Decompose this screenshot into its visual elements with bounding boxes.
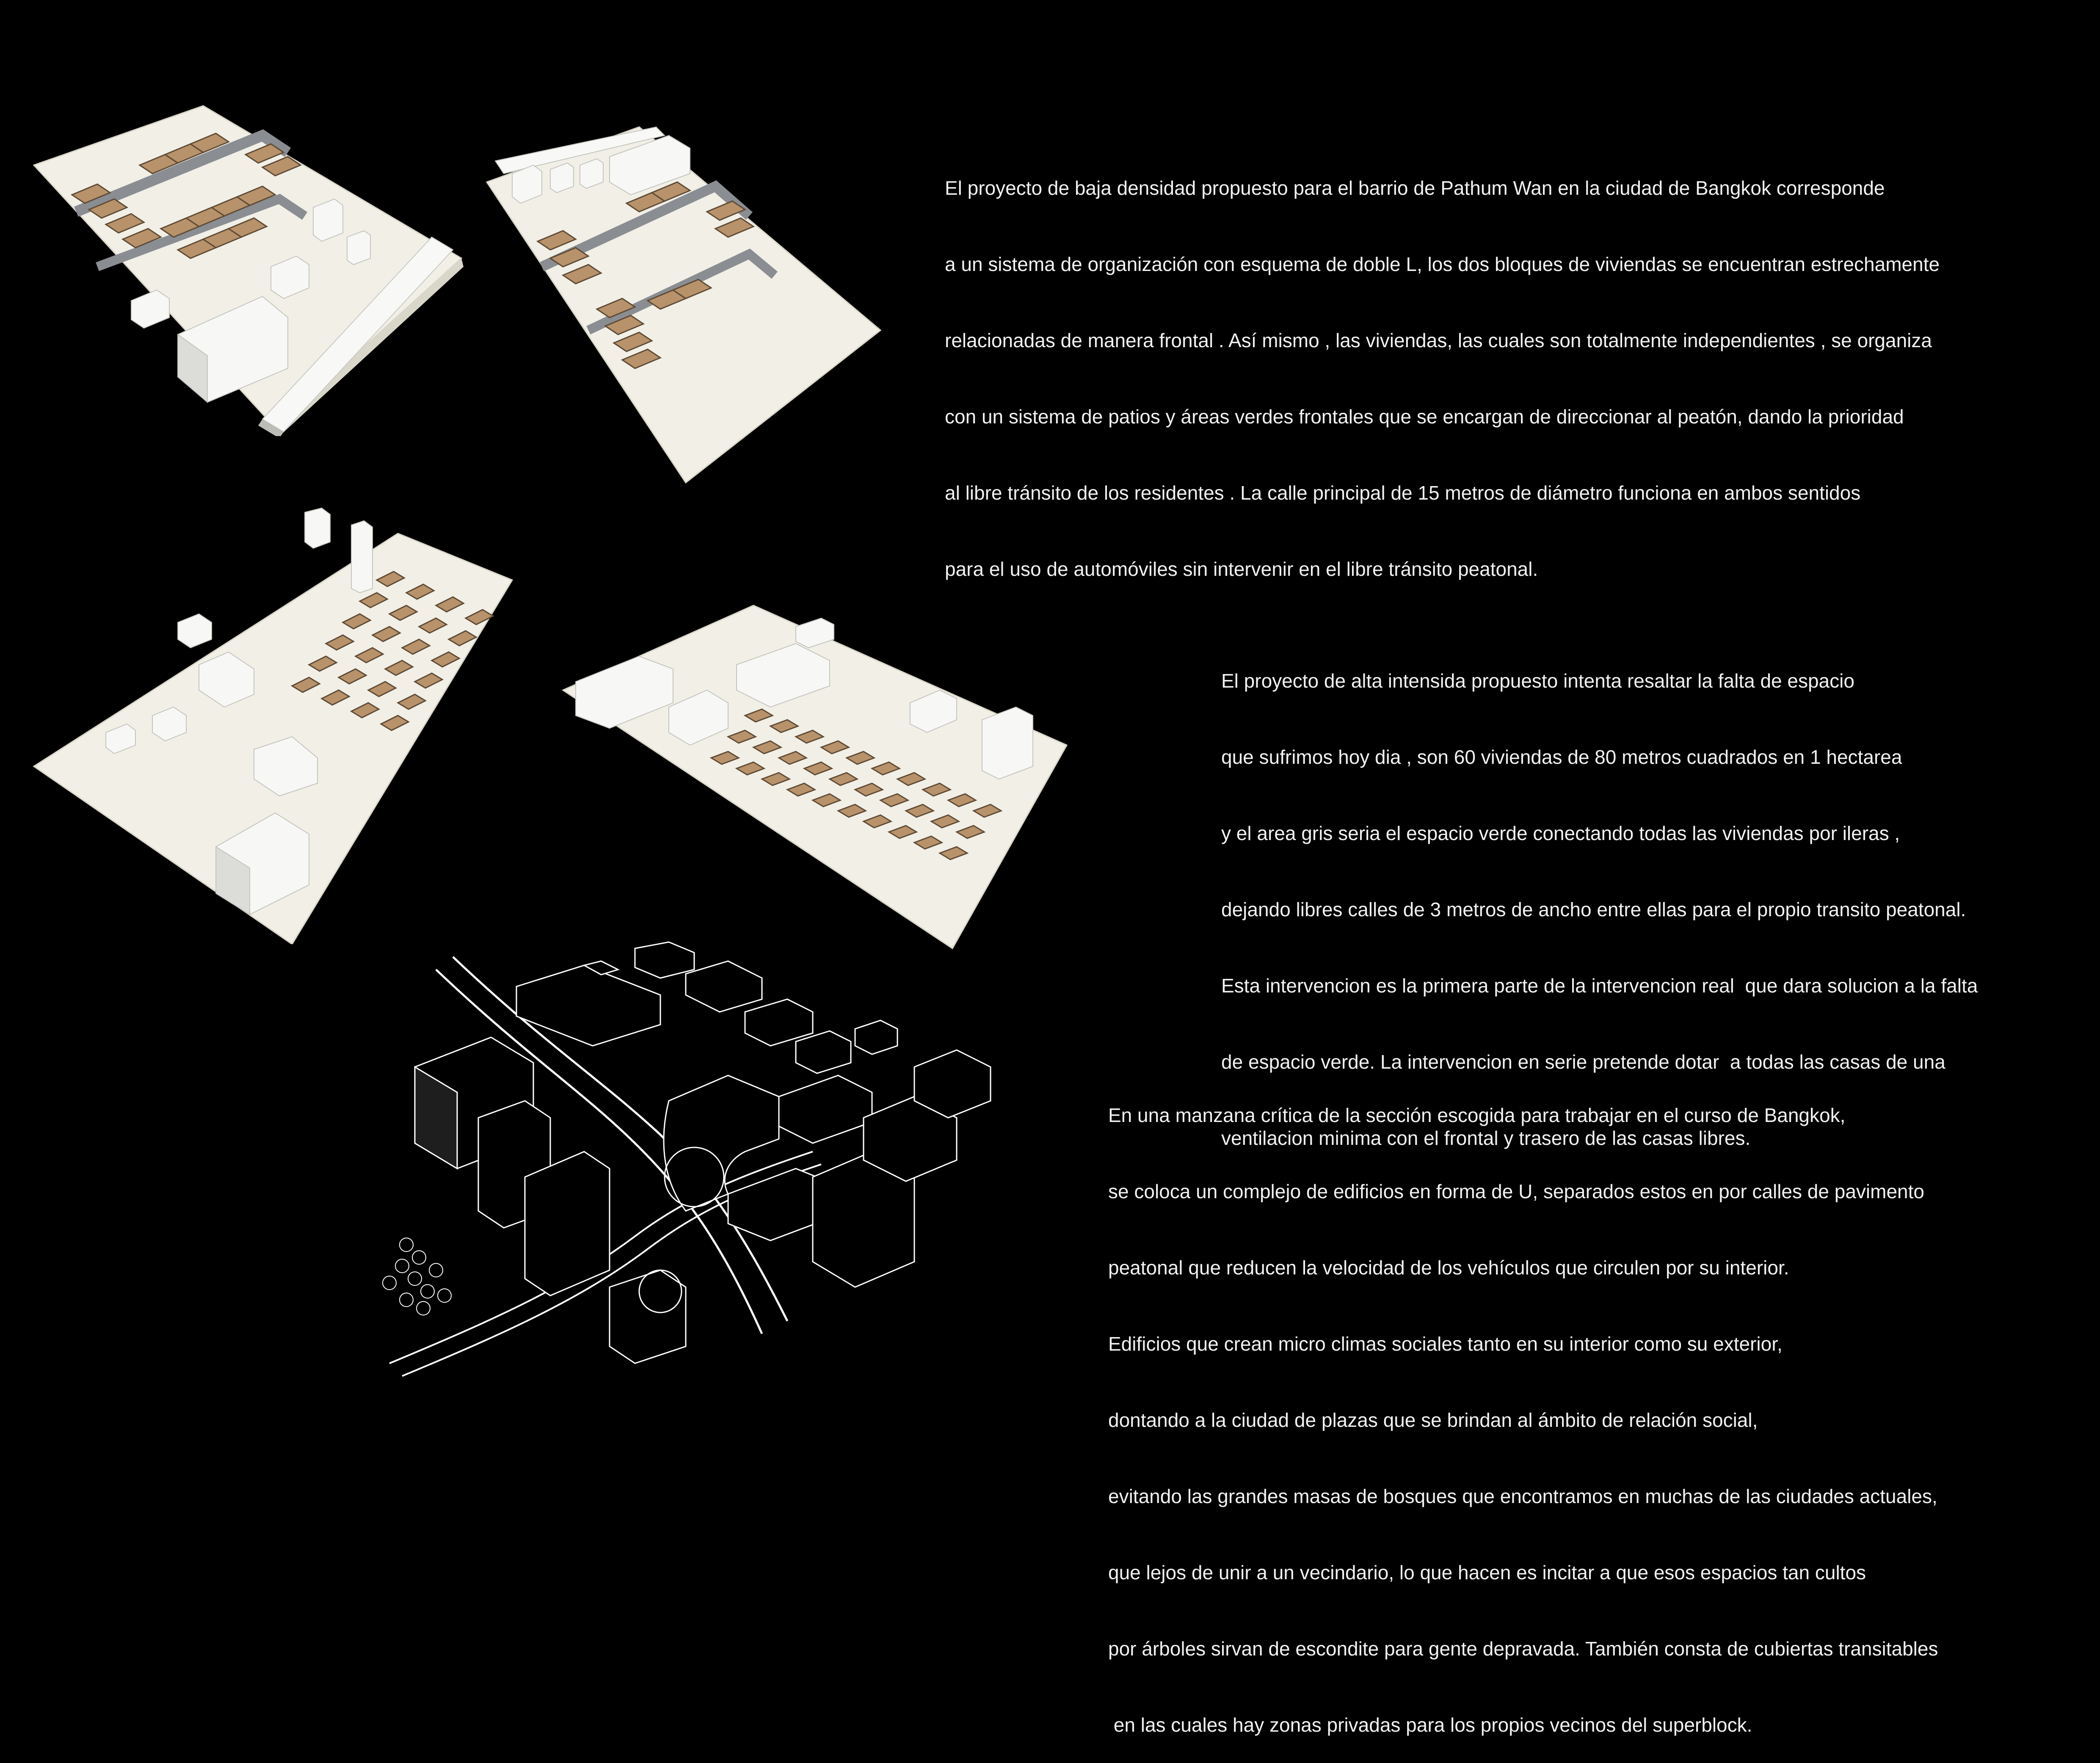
model-low-density-a-graphic — [25, 97, 474, 436]
model-photo-high-density-a — [30, 487, 521, 944]
text-line: por árboles sirvan de escondite para gente depravada. También consta de cubiertas transitables — [1108, 1638, 1938, 1660]
model-high-density-b-graphic — [559, 580, 1075, 953]
text-line: El proyecto de baja densidad propuesto para el barrio de Pathum Wan en la ciudad de Bangkok corresponde — [945, 177, 1885, 199]
text-line: En una manzana crítica de la sección escogida para trabajar en el curso de Bangkok, — [1108, 1104, 1846, 1126]
text-line: se coloca un complejo de edificios en forma de U, separados estos en por calles de pavimento — [1108, 1180, 1924, 1202]
text-line: dejando libres calles de 3 metros de ancho entre ellas para el propio transito peatonal. — [1221, 898, 1966, 920]
text-line: a un sistema de organización con esquema de doble L, los dos bloques de viviendas se encuentran estrechamente — [945, 253, 1940, 275]
text-line: Edificios que crean micro climas sociales tanto en su interior como su exterior, — [1108, 1333, 1783, 1355]
model-photo-high-density-b — [559, 580, 1075, 953]
model-high-density-a-graphic — [30, 487, 521, 944]
text-line: que sufrimos hoy dia , son 60 viviendas de 80 metros cuadrados en 1 hectarea — [1221, 746, 1902, 768]
text-line: y el area gris seria el espacio verde conectando todas las viviendas por ileras , — [1221, 822, 1900, 844]
text-line: con un sistema de patios y áreas verdes frontales que se encargan de direccionar al peatón, dando la prioridad — [945, 406, 1904, 428]
text-line: para el uso de automóviles sin intervenir en el libre tránsito peatonal. — [945, 558, 1538, 580]
model-low-density-b-graphic — [478, 119, 885, 487]
text-line: El proyecto de alta intensida propuesto intenta resaltar la falta de espacio — [1221, 670, 1854, 692]
text-line: de espacio verde. La intervencion en serie pretende dotar a todas las casas de una — [1221, 1051, 1945, 1073]
text-line: en las cuales hay zonas privadas para los propios vecinos del superblock. — [1108, 1714, 1752, 1736]
model-photo-low-density-a — [25, 97, 474, 436]
text-line: ventilacion minima con el frontal y trasero de las casas libres. — [1221, 1127, 1751, 1149]
superblock-line-drawing — [364, 940, 1050, 1380]
axonometric-drawing-superblock — [364, 940, 1050, 1380]
text-line: al libre tránsito de los residentes . La calle principal de 15 metros de diámetro funciona en ambos sentidos — [945, 482, 1861, 504]
text-line: Esta intervencion es la primera parte de la intervencion real que dara solucion a la falta — [1221, 975, 1978, 997]
model-photo-low-density-b — [478, 119, 885, 487]
text-line: relacionadas de manera frontal . Así mismo , las viviendas, las cuales son totalmente independientes , se organiza — [945, 329, 1932, 351]
text-line: dontando a la ciudad de plazas que se brindan al ámbito de relación social, — [1108, 1409, 1758, 1431]
description-superblock — [1108, 1052, 1938, 1763]
text-line: peatonal que reducen la velocidad de los vehículos que circulen por su interior. — [1108, 1257, 1789, 1279]
description-low-density — [945, 124, 1940, 607]
text-line: evitando las grandes masas de bosques que encontramos en muchas de las ciudades actuales, — [1108, 1485, 1937, 1507]
text-line: que lejos de unir a un vecindario, lo que hacen es incitar a que esos espacios tan cultos — [1108, 1561, 1866, 1583]
